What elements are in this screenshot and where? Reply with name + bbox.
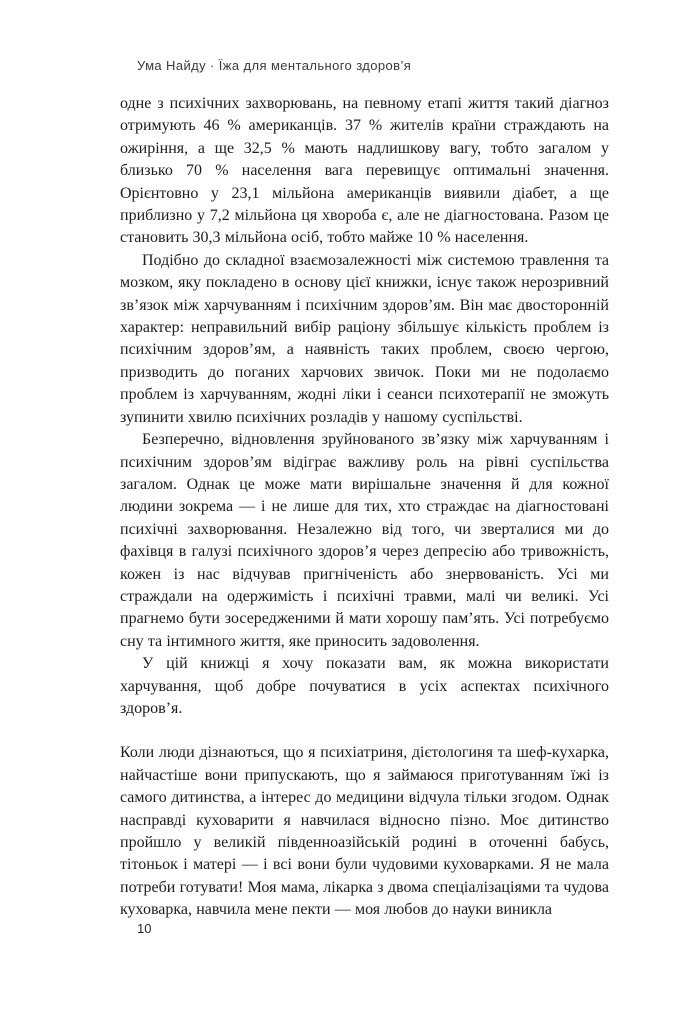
paragraph-5: Коли люди дізнаються, що я психіатриня, дієтологиня та шеф-кухарка, найчастіше вони припускають, що я займаюся приготуванням їжі із самого дитинства, а інтерес до медицини відчула тільки згодом. Однак насправді куховарити я навчилася відносно пізно. Моє дитинство пройшло у великій південноазійській родині в оточенні бабусь, тітоньок і матері — і всі вони були чудовими куховарками. Я не мала потреби готувати! Моя мама, лікарка з двома спеціалізаціями та чудова куховарка, навчила мене пекти — моя любов до науки виникла — [120, 744, 609, 919]
paragraph-4: У цій книжці я хочу показати вам, як можна використати харчування, щоб добре почуватися в усіх аспектах психічного здоров’я. — [120, 655, 609, 717]
paragraph-3: Безперечно, відновлення зруйнованого зв’язку між харчуванням і психічним здоров’ям відіграє важливу роль на рівні суспільства загалом. Однак це може мати вирішальне значення й для кожної людини зокрема — і не лише для тих, хто страждає на діагностовані психічні захворювання. Незалежно від того, чи зверталися ми до фахівця в галузі психічного здоров’я через депресію або тривожність, кожен із нас відчував пригніченість або знервованість. Усі ми страждали на одержимість і психічні травми, малі чи великі. Усі прагнемо бути зосередженими й мати хорошу пам’ять. Усі потребуємо сну та інтимного життя, яке приносить задоволення. — [120, 431, 609, 650]
page-number: 10 — [137, 921, 152, 936]
paragraph-1: одне з психічних захворювань, на певному етапі життя такий діагноз отримують 46 % американців. 37 % жителів країни страждають на ожиріння, а ще 32,5 % мають надлишкову вагу, тобто загалом у близько 70 % населення вага перевищує оптимальні значення. Орієнтовно у 23,1 мільйона американців виявили діабет, а ще приблизно у 7,2 мільйона ця хвороба є, але не діагностована. Разом це становить 30,3 мільйона осіб, тобто майже 10 % населення. — [120, 95, 609, 247]
paragraph-2: Подібно до складної взаємозалежності між системою травлення та мозком, яку покладено в основу цієї книжки, існує також нерозривний зв’язок між харчуванням і психічним здоров’ям. Він має двосторонній характер: неправильний вибір раціону збільшує кількість проблем із психічним здоров’ям, а наявність таких проблем, своєю чергою, призводить до поганих харчових звичок. Поки ми не подолаємо проблем із харчуванням, жодні ліки і сеанси психотерапії не зможуть зупинити хвилю психічних розладів у нашому суспільстві. — [120, 251, 609, 426]
body-text — [120, 93, 609, 922]
running-header: Ума Найду · Їжа для ментального здоров’я — [137, 58, 412, 73]
